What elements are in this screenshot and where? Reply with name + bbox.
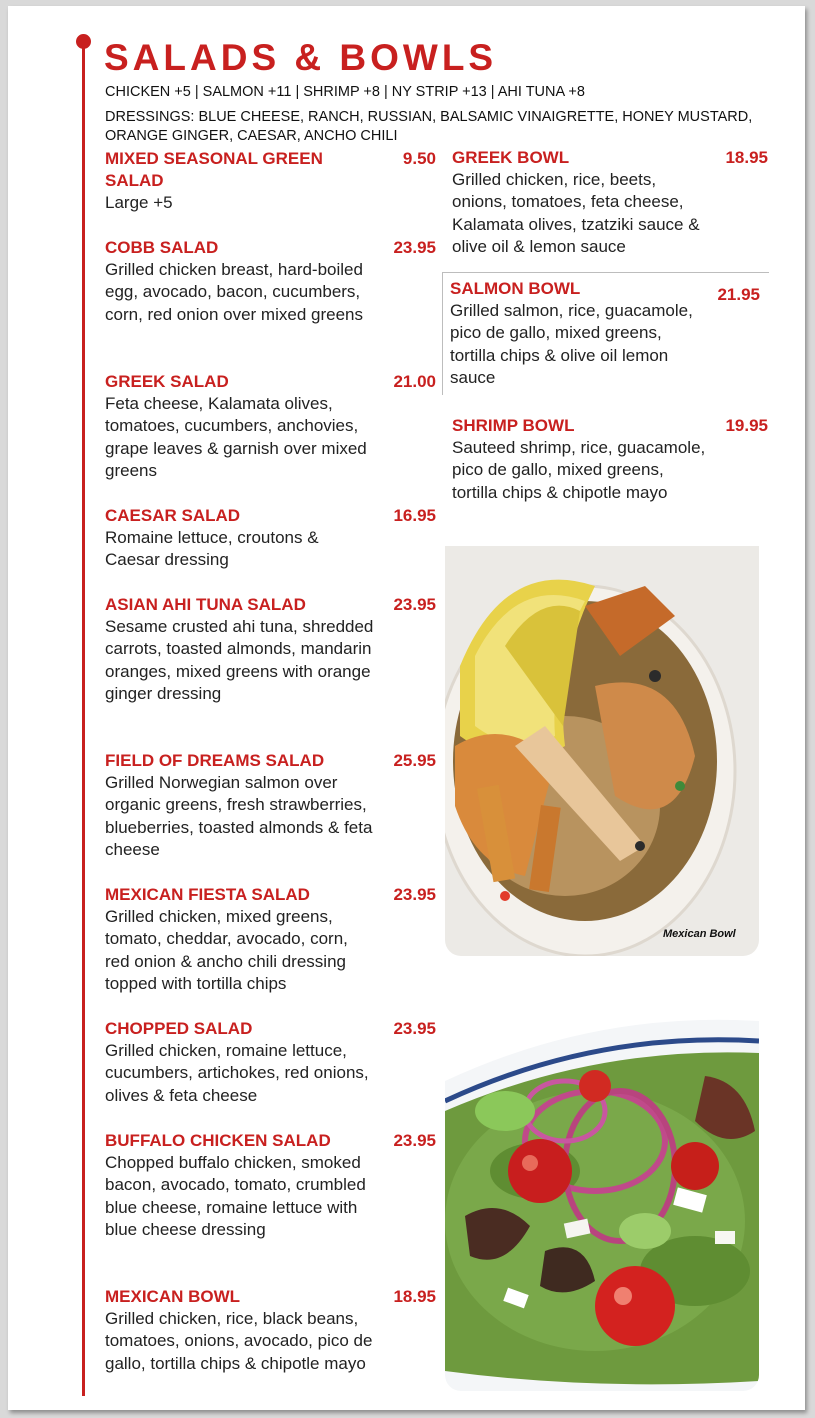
item-description: Chopped buffalo chicken, smoked bacon, avocado, tomato, crumbled blue cheese, romaine lettuce with blue cheese dressing	[105, 1153, 366, 1240]
item-price: 23.95	[393, 595, 436, 614]
menu-page	[8, 6, 805, 1410]
item-price: 18.95	[393, 1287, 436, 1306]
item-description: Grilled chicken breast, hard-boiled egg, avocado, bacon, cucumbers, corn, red onion over mixed greens	[105, 260, 363, 324]
item-description: Sesame crusted ahi tuna, shredded carrots, toasted almonds, mandarin oranges, mixed greens with orange ginger dressing	[105, 617, 374, 704]
item-price: 9.50	[402, 149, 436, 168]
item-price: 21.95	[717, 285, 760, 304]
item-price: 23.95	[393, 885, 436, 904]
item-description: Grilled chicken, rice, beets, onions, tomatoes, feta cheese, Kalamata olives, tzatziki sauce & olive oil & lemon sauce	[452, 170, 700, 257]
item-name: MIXED SEASONAL GREEN SALAD	[105, 149, 323, 190]
item-name: FIELD OF DREAMS SALAD	[105, 751, 325, 770]
item-name: ASIAN AHI TUNA SALAD	[105, 595, 306, 614]
item-description: Grilled chicken, romaine lettuce, cucumbers, artichokes, red onions, olives & feta cheese	[105, 1041, 369, 1105]
item-name: CAESAR SALAD	[105, 506, 241, 525]
page-title: SALADS & BOWLS	[104, 37, 498, 78]
mexican-bowl-photo	[445, 546, 759, 956]
item-name: GREEK BOWL	[452, 148, 570, 167]
item-description: Feta cheese, Kalamata olives, tomatoes, cucumbers, anchovies, grape leaves & garnish over mixed greens	[105, 394, 367, 481]
item-description: Grilled chicken, rice, black beans, tomatoes, onions, avocado, pico de gallo, tortilla chips & chipotle mayo	[105, 1309, 373, 1373]
menu-item-shrimp-bowl	[452, 415, 768, 504]
menu-item-chopped-salad	[105, 1018, 436, 1107]
menu-item-salmon-bowl	[450, 278, 766, 390]
item-price: 25.95	[393, 751, 436, 770]
greek-salad-photo	[445, 991, 759, 1391]
item-description: Sauteed shrimp, rice, guacamole, pico de gallo, mixed greens, tortilla chips & chipotle mayo	[452, 438, 706, 502]
item-description: Grilled salmon, rice, guacamole, pico de gallo, mixed greens, tortilla chips & olive oil lemon sauce	[450, 301, 693, 388]
menu-item-greek-bowl	[452, 147, 768, 259]
item-name: GREEK SALAD	[105, 372, 229, 391]
item-price: 19.95	[725, 416, 768, 435]
item-name: SALMON BOWL	[450, 279, 581, 298]
item-price: 18.95	[725, 148, 768, 167]
item-price: 23.95	[393, 238, 436, 257]
menu-item-buffalo-chicken-salad	[105, 1130, 436, 1242]
item-price: 23.95	[393, 1131, 436, 1150]
menu-item-mexican-fiesta-salad	[105, 884, 436, 996]
item-description: Grilled chicken, mixed greens, tomato, cheddar, avocado, corn, red onion & ancho chili dressing topped with tortilla chips	[105, 907, 348, 994]
item-price: 21.00	[393, 372, 436, 391]
item-name: BUFFALO CHICKEN SALAD	[105, 1131, 331, 1150]
item-name: CHOPPED SALAD	[105, 1019, 253, 1038]
dressings-list: DRESSINGS: BLUE CHEESE, RANCH, RUSSIAN, BALSAMIC VINAIGRETTE, HONEY MUSTARD, ORANGE GINGER, CAESAR, ANCHO CHILI	[105, 109, 753, 144]
menu-item-mexican-bowl	[105, 1286, 436, 1375]
red-rail-dot	[76, 34, 91, 49]
menu-item-caesar-salad	[105, 505, 436, 572]
red-rail-line	[82, 40, 85, 1396]
item-name: COBB SALAD	[105, 238, 219, 257]
item-name: SHRIMP BOWL	[452, 416, 575, 435]
protein-addons: CHICKEN +5 | SALMON +11 | SHRIMP +8 | NY STRIP +13 | AHI TUNA +8	[105, 84, 585, 100]
item-description: Romaine lettuce, croutons & Caesar dressing	[105, 528, 319, 570]
item-price: 23.95	[393, 1019, 436, 1038]
menu-item-greek-salad	[105, 371, 436, 483]
menu-item-cobb-salad	[105, 237, 436, 326]
item-price: 16.95	[393, 506, 436, 525]
mexican-bowl-caption: Mexican Bowl	[663, 928, 736, 940]
item-name: MEXICAN FIESTA SALAD	[105, 885, 310, 904]
menu-item-field-of-dreams-salad	[105, 750, 436, 862]
menu-item-asian-ahi-tuna-salad	[105, 594, 436, 706]
item-description: Large +5	[105, 193, 173, 212]
item-name: MEXICAN BOWL	[105, 1287, 241, 1306]
item-description: Grilled Norwegian salmon over organic greens, fresh strawberries, blueberries, toasted almonds & feta cheese	[105, 773, 373, 860]
menu-item-mixed-seasonal-green-salad	[105, 148, 436, 214]
